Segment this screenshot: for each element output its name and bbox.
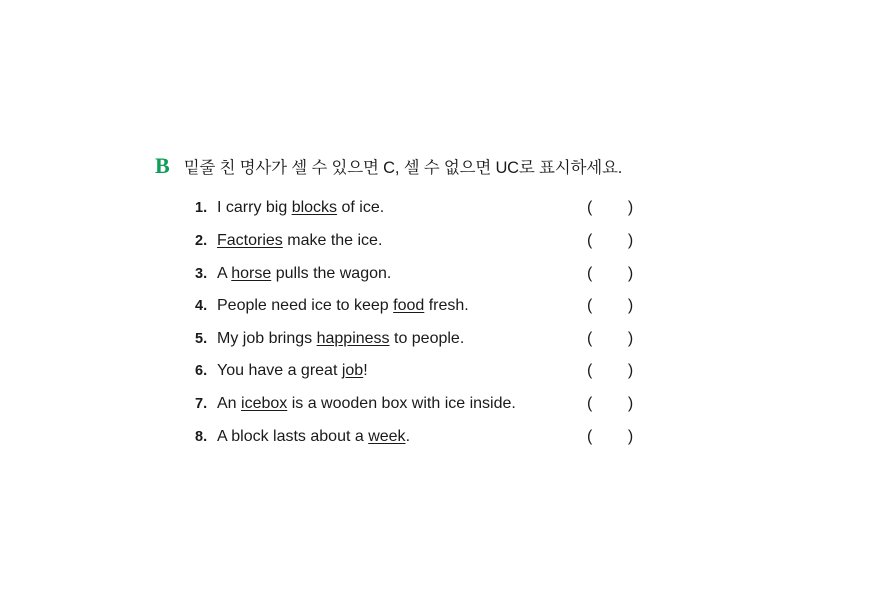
question-sentence [217,230,587,252]
underlined-noun: happiness [316,329,390,347]
question-row [195,263,775,285]
answer-blank[interactable]: ( ) [587,199,634,217]
answer-blank[interactable]: ( ) [587,427,634,445]
answer-blank[interactable]: ( ) [587,395,634,412]
sentence-suffix: of ice. [337,199,385,217]
sentence-prefix: I carry big [217,199,292,217]
sentence-suffix: . [405,427,411,445]
underlined-noun: food [393,297,425,315]
question-row [195,328,775,350]
question-sentence [217,360,587,382]
underlined-noun: week [368,427,406,445]
sentence-suffix: fresh. [424,297,469,315]
question-row [195,230,775,252]
question-row [195,360,775,382]
section-letter: B [155,153,170,178]
question-sentence [217,295,587,317]
question-sentence [217,393,587,415]
section-header [155,155,775,179]
sentence-prefix: You have a great [217,362,342,380]
question-number: 4. [195,298,208,315]
sentence-prefix: People need ice to keep [217,297,394,315]
question-number: 5. [195,330,208,347]
underlined-noun: horse [231,264,272,282]
question-number: 8. [195,428,208,445]
question-row [195,393,775,415]
question-row [195,426,775,448]
sentence-suffix: pulls the wagon. [271,264,392,282]
sentence-prefix: A [217,264,232,282]
question-number: 3. [195,265,208,282]
question-list [195,197,775,447]
answer-blank[interactable]: ( ) [587,362,634,380]
underlined-noun: job [341,362,364,380]
answer-blank[interactable]: ( ) [587,297,634,315]
question-sentence [217,328,587,350]
underlined-noun: blocks [291,199,338,217]
sentence-suffix: ! [363,362,368,380]
question-sentence [217,197,587,219]
sentence-prefix: My job brings [217,329,317,347]
section-instruction: 밑줄 친 명사가 셀 수 있으면 C, 셀 수 없으면 UC로 표시하세요. [183,159,623,177]
sentence-suffix: to people. [389,329,465,347]
worksheet-section-b [155,155,775,458]
answer-blank[interactable]: ( ) [587,232,634,250]
question-number: 7. [195,396,208,412]
question-sentence [217,263,587,285]
sentence-prefix: A block lasts about a [217,427,369,445]
underlined-noun: icebox [241,395,288,412]
answer-blank[interactable]: ( ) [587,329,634,347]
underlined-noun: Factories [217,232,283,250]
question-row [195,197,775,219]
question-number: 1. [195,200,208,217]
question-row [195,295,775,317]
answer-blank[interactable]: ( ) [587,264,634,282]
question-sentence [217,426,587,448]
sentence-suffix: make the ice. [282,232,383,250]
sentence-suffix: is a wooden box with ice inside. [287,395,516,412]
question-number: 2. [195,233,208,250]
sentence-prefix: An [217,395,242,412]
question-number: 6. [195,363,208,380]
